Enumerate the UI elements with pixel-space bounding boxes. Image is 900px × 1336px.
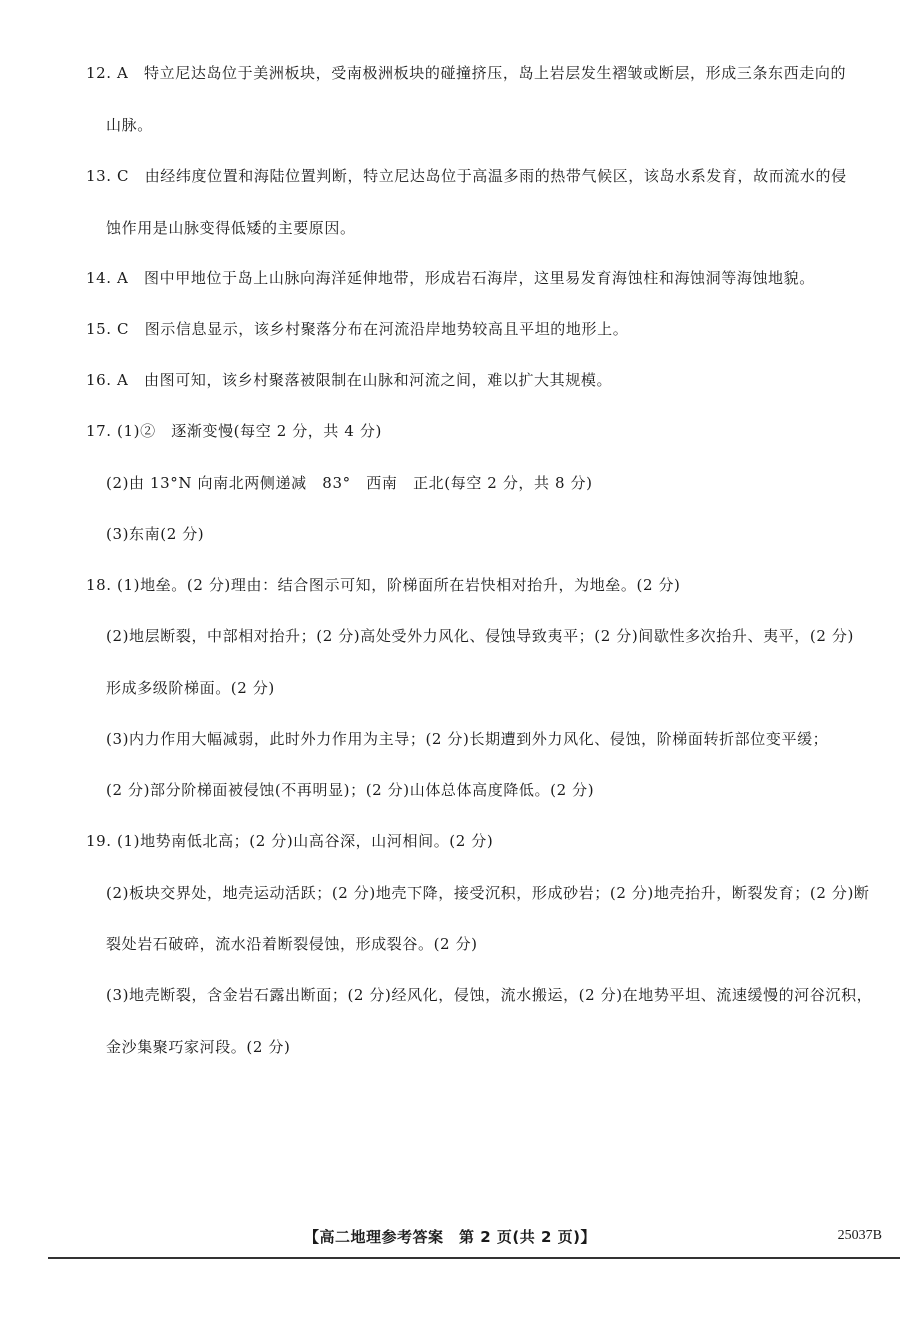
answer-14: 14. A 图中甲地位于岛上山脉向海洋延伸地带，形成岩石海岸，这里易发育海蚀柱和海蚀洞等海蚀地貌。 <box>86 269 815 287</box>
answer-18-part-1: 18. (1)地垒。(2 分)理由：结合图示可知，阶梯面所在岩快相对抬升，为地垒。(2 分) <box>86 576 681 594</box>
answer-17-part-3: (3)东南(2 分) <box>106 525 205 543</box>
answer-13-line-1: 13. C 由经纬度位置和海陆位置判断，特立尼达岛位于高温多雨的热带气候区，该岛水系发育，故而流水的侵 <box>86 167 847 185</box>
footer-code: 25037B <box>837 1228 882 1243</box>
answer-19-part-3-line-1: (3)地壳断裂，含金岩石露出断面；(2 分)经风化，侵蚀，流水搬运，(2 分)在地势平坦、流速缓慢的河谷沉积， <box>106 986 873 1004</box>
answer-19-part-2-line-1: (2)板块交界处，地壳运动活跃；(2 分)地壳下降，接受沉积，形成砂岩；(2 分)地壳抬升，断裂发育；(2 分)断 <box>106 884 870 902</box>
answer-19-part-3-line-2: 金沙集聚巧家河段。(2 分) <box>106 1038 291 1056</box>
answer-12-line-1: 12. A 特立尼达岛位于美洲板块，受南极洲板块的碰撞挤压，岛上岩层发生褶皱或断层，形成三条东西走向的 <box>86 64 847 82</box>
footer-title: 【高二地理参考答案 第 2 页(共 2 页)】 <box>304 1228 596 1246</box>
answer-18-part-3-line-2: (2 分)部分阶梯面被侵蚀(不再明显)；(2 分)山体总体高度降低。(2 分) <box>106 781 595 799</box>
answer-19-part-2-line-2: 裂处岩石破碎，流水沿着断裂侵蚀，形成裂谷。(2 分) <box>106 935 478 953</box>
answer-17-part-2: (2)由 13°N 向南北两侧递减 83° 西南 正北(每空 2 分，共 8 分) <box>106 474 593 492</box>
answer-16: 16. A 由图可知，该乡村聚落被限制在山脉和河流之间，难以扩大其规模。 <box>86 371 613 389</box>
answer-18-part-3-line-1: (3)内力作用大幅减弱，此时外力作用为主导；(2 分)长期遭到外力风化、侵蚀，阶梯面转折部位变平缓； <box>106 730 829 748</box>
answer-13-line-2: 蚀作用是山脉变得低矮的主要原因。 <box>106 219 356 237</box>
answer-19-part-1: 19. (1)地势南低北高；(2 分)山高谷深，山河相间。(2 分) <box>86 832 494 850</box>
answer-15: 15. C 图示信息显示，该乡村聚落分布在河流沿岸地势较高且平坦的地形上。 <box>86 320 629 338</box>
answer-18-part-2-line-1: (2)地层断裂，中部相对抬升；(2 分)高处受外力风化、侵蚀导致夷平；(2 分)间歇性多次抬升、夷平，(2 分) <box>106 627 854 645</box>
answer-12-line-2: 山脉。 <box>106 116 153 134</box>
answer-17-part-1: 17. (1)② 逐渐变慢(每空 2 分，共 4 分) <box>86 422 382 440</box>
footer-rule <box>48 1257 900 1259</box>
answer-18-part-2-line-2: 形成多级阶梯面。(2 分) <box>106 679 275 697</box>
